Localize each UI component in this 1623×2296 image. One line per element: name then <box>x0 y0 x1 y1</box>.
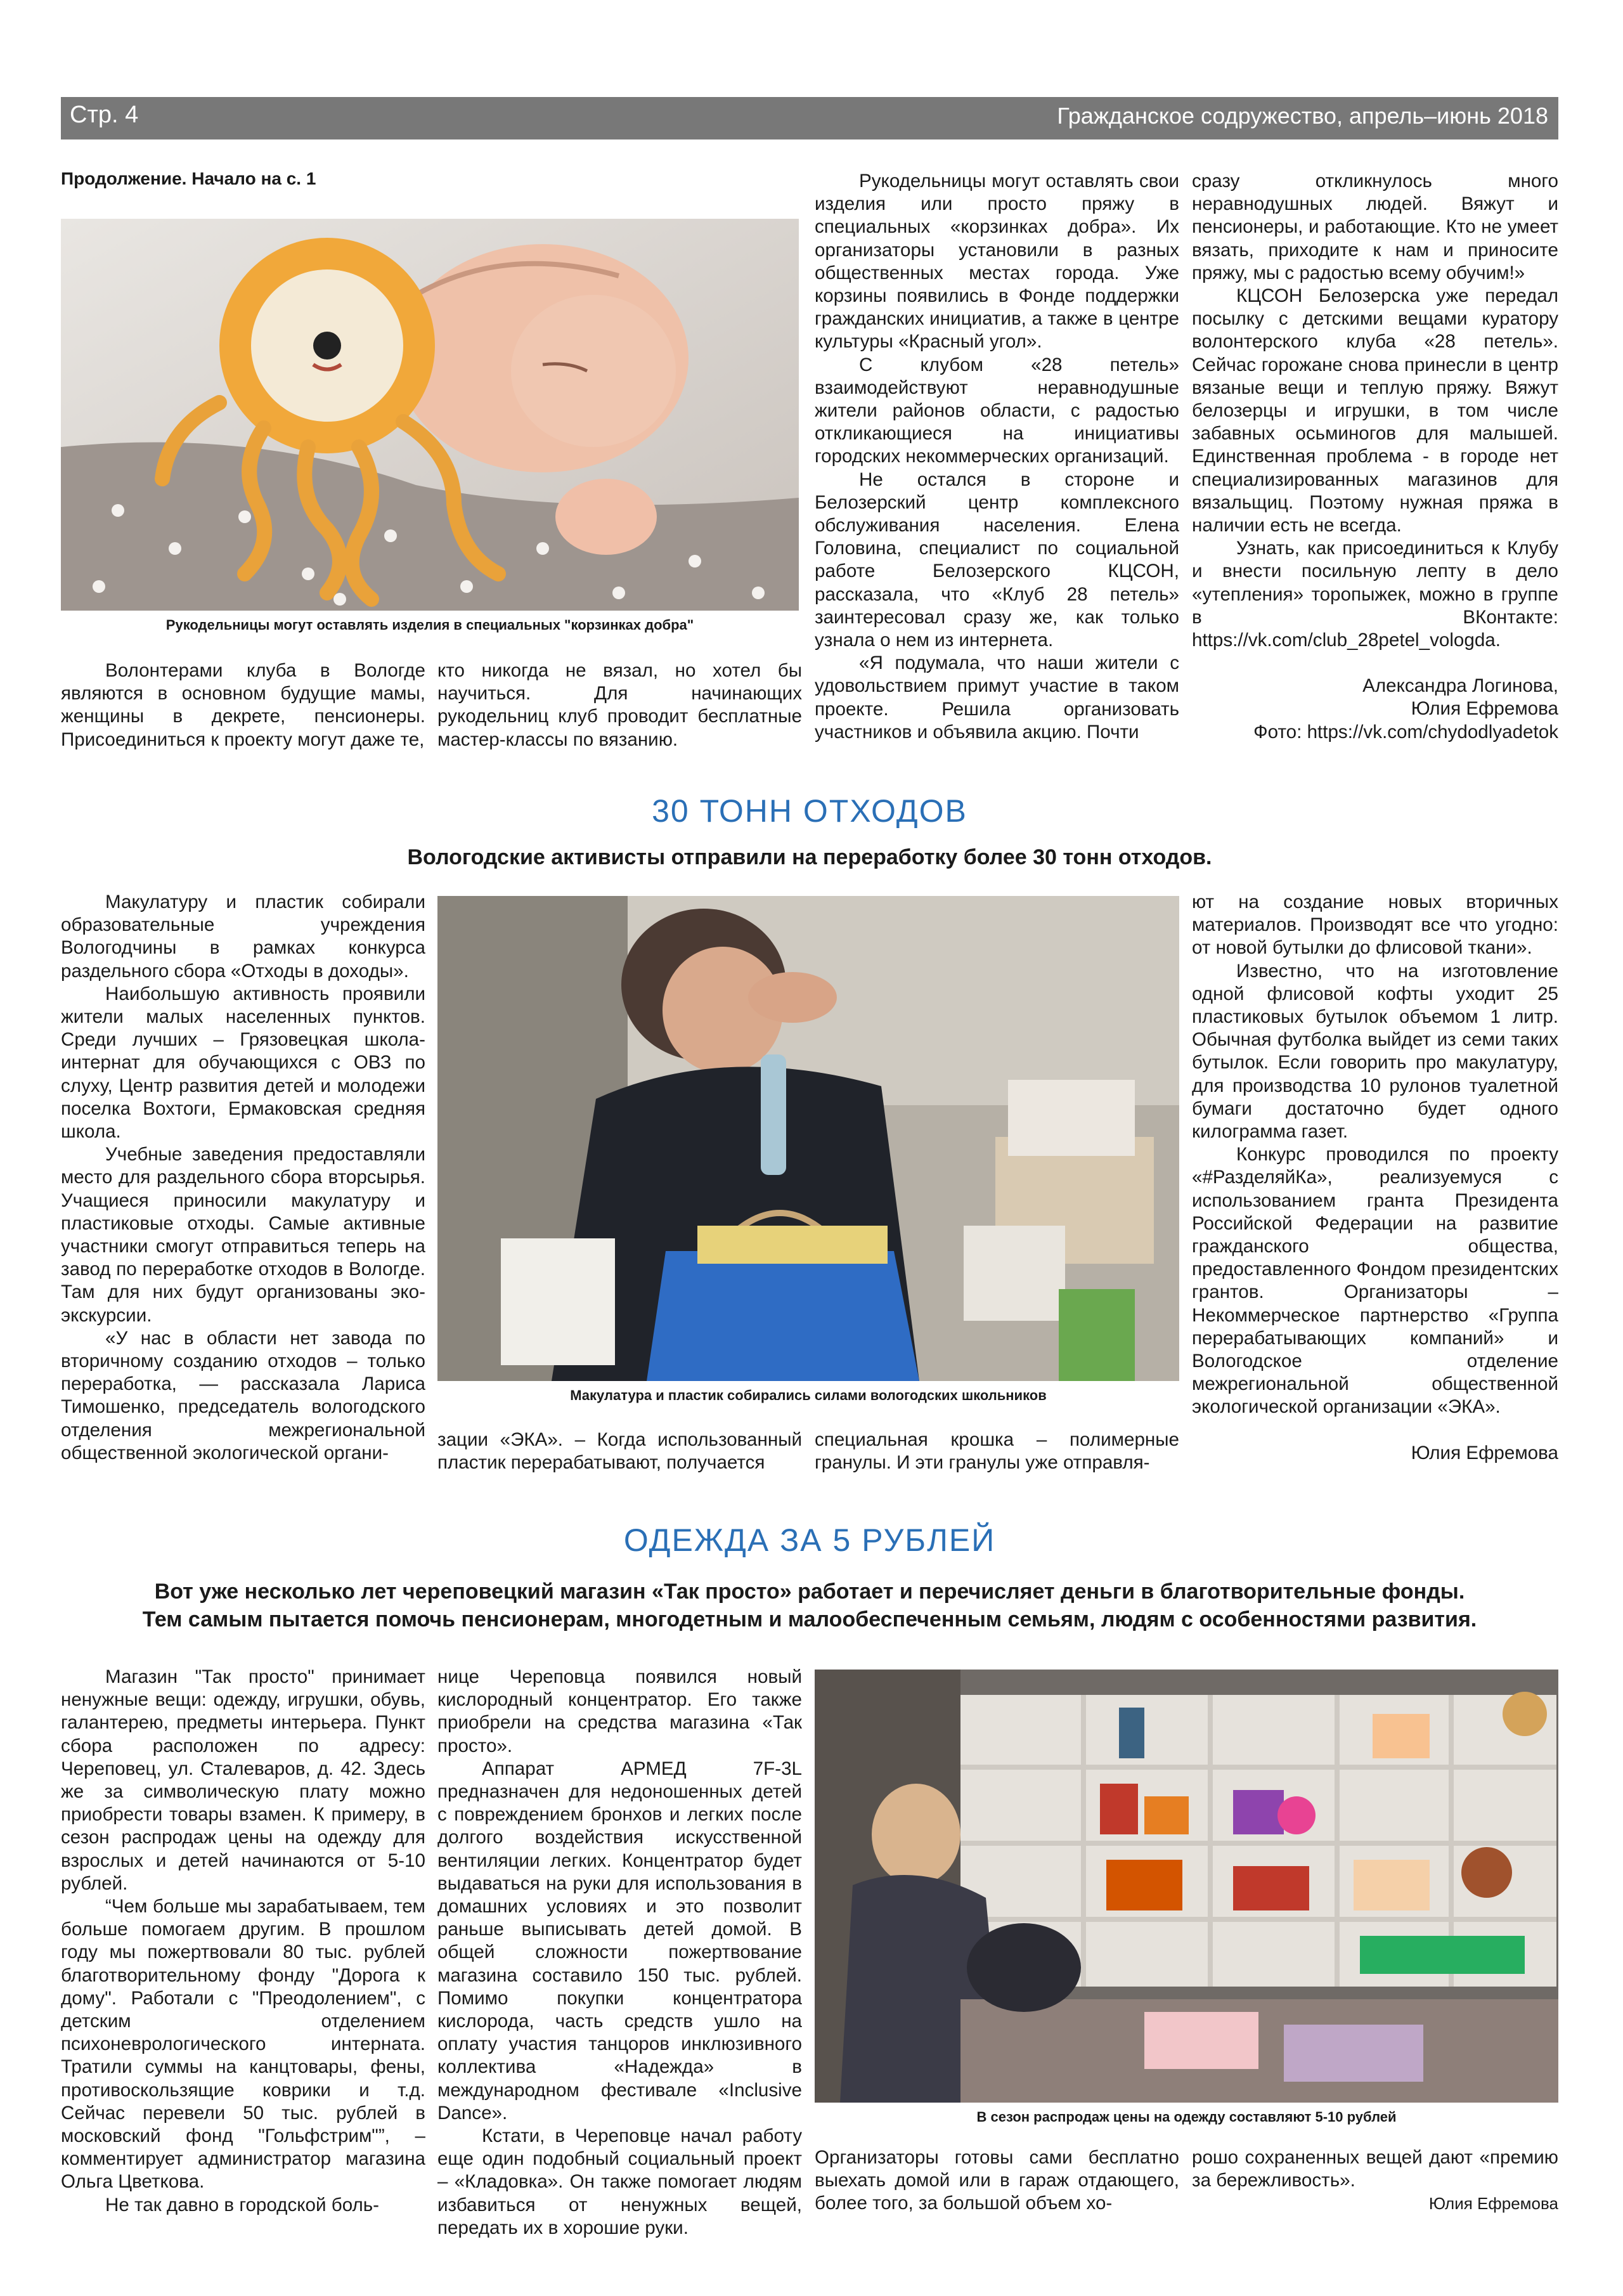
continuation-note: Продолжение. Начало на с. 1 <box>61 169 316 188</box>
paragraph: кто никогда не вязал, но хотел бы научиться. Для начинающих рукодельниц клуб проводит бесплатные мастер-классы по вязанию. <box>437 660 802 750</box>
page-header-bar <box>61 97 1558 139</box>
article1-column-1 <box>61 659 425 751</box>
paragraph: ют на создание новых вторичных материалов. Производят все что угодно: от новой бутылки до флисовой ткани». <box>1192 892 1558 959</box>
paragraph: Известно, что на изготовление одной флисовой кофты уходит 25 пластиковых бутылок объемом 1 литр. Обычная футболка выйдет из семи таких бутылок. Если говорить про макулатуру, для производства 10 рулонов туалетной бумаги достаточно будет одного килограмма газет. <box>1192 960 1558 1143</box>
paragraph: сразу откликнулось много неравнодушных людей. Вяжут и пенсионеры, и работающие. Кто не умеет вязать, приходите к нам и приносите пряжу, мы с радостью всему обучим!» <box>1192 171 1558 283</box>
paragraph: Макулатуру и пластик собирали образовательные учреждения Вологодчины в рамках конкурса раздельного сбора «Отходы в доходы». <box>61 892 425 982</box>
author-signature: Юлия Ефремова <box>1428 2194 1558 2214</box>
paragraph: КЦСОН Белозерска уже передал посылку с детскими вещами куратору волонтерского клуба «28 петель». Сейчас горожане снова принесли в центр вязаные вещи и теплую пряжу. Вяжут белозерцы и игрушки, в том числе забавных осьминогов для малышей. Единственная проблема - в городе нет специализированных магазинов для вязальщиц. Поэтому нужная пряжа в наличии есть не всегда. <box>1192 285 1558 536</box>
paragraph: Не так давно в городской боль- <box>105 2194 380 2215</box>
paragraph: Магазин "Так просто" принимает ненужные вещи: одежду, игрушки, обувь, галантерею, предметы интерьера. Пункт сбора расположен по адресу: Череповец, ул. Сталеваров, д. 42. Здесь же за символическую плату можно приобрести товары взамен. К примеру, в сезон распродаж цены на одежду для взрослых и детей начинаются от 5-10 рублей. <box>61 1666 425 1894</box>
paragraph: «У нас в области нет завода по вторичному созданию отходов – только переработка, — рассказала Лариса Тимошенко, председатель вологодского отделения межрегиональной общественной экологической органи- <box>61 1327 425 1463</box>
article3-column-3 <box>815 2146 1179 2215</box>
article2-column-3 <box>815 1429 1179 1474</box>
article1-column-3 <box>815 170 1179 744</box>
paragraph: Не остался в стороне и Белозерский центр комплексного обслуживания населения. Елена Головина, специалист по социальной работе Белозерского КЦСОН, рассказала, что «Клуб 28 петель» заинтересовал сразу же, как только узнала о нем из интернета. <box>815 469 1179 651</box>
photo-credit: Фото: https://vk.com/chydodlyadetok <box>1253 721 1558 743</box>
photo-caption-2: Макулатура и пластик собирались силами вологодских школьников <box>570 1387 1047 1403</box>
masthead-title: Гражданское содружество, апрель–июнь 2018 <box>1057 103 1548 129</box>
article3-column-2 <box>437 1666 802 2240</box>
shop-interior-image <box>815 1670 1558 2103</box>
paragraph: Учебные заведения предоставляли место для раздельного сбора вторсырья. Учащиеся приносили макулатуру и пластиковые отходы. Самые активные участники смогут отправиться теперь на завод по переработке отходов в Вологде. Там для них будут организованы эко-экскурсии. <box>61 1144 425 1326</box>
paragraph: Аппарат АРМЕД 7F-3L предназначен для недоношенных детей с повреждением бронхов и легких после долгого воздействия искусственной вентиляции легких. Концентратор будет выдаваться на руки для использования в домашних условиях и это позволит раньше выписывать детей домой. В общей сложности пожертвование магазина составило 150 тыс. рублей. Помимо покупки концентратора кислорода, часть средств ушло на оплату участия танцоров инклюзивного коллектива «Надежда» в международном фестивале «Inclusive Dance». <box>437 1758 802 2124</box>
photo-caption-3: В сезон распродаж цены на одежду составляют 5-10 рублей <box>976 2109 1397 2125</box>
article3-column-4 <box>1192 2146 1558 2215</box>
paragraph: Узнать, как присоединиться к Клубу и внести посильную лепту в дело «утепления» торопыжек, можно в группе в ВКонтакте: https://vk.com/club_28petel_vologda. <box>1192 538 1558 651</box>
article2-column-1 <box>61 891 425 1465</box>
article2-column-4 <box>1192 891 1558 1465</box>
paragraph: специальная крошка – полимерные гранулы. И эти гранулы уже отправля- <box>815 1429 1179 1474</box>
paragraph: Волонтерами клуба в Вологде являются в основном будущие мамы, женщины в декрете, пенсионеры. Присоединиться к проекту могут даже те, <box>61 660 425 750</box>
article2-lede: Вологодские активисты отправили на переработку более 30 тонн отходов. <box>407 845 1212 869</box>
paragraph: Кстати, в Череповце начал работу еще один подобный социальный проект – «Кладовка». Он также помогает людям избавиться от ненужных вещей, передать их в хорошие руки. <box>437 2125 802 2238</box>
article3-headline: ОДЕЖДА ЗА 5 РУБЛЕЙ <box>623 1522 996 1558</box>
paragraph: рошо сохраненных вещей дают «премию за бережливость». <box>1192 2147 1558 2191</box>
page-number: Стр. 4 <box>70 101 139 128</box>
article1-column-4 <box>1192 170 1558 744</box>
article2-headline: 30 ТОНН ОТХОДОВ <box>652 793 967 829</box>
article3-lede-line-2: Тем самым пытается помочь пенсионерам, многодетным и малообеспеченным семьям, людям с особенностями развития. <box>142 1607 1477 1631</box>
paragraph: нице Череповца появился новый кислородный концентратор. Его также приобрели на средства магазина «Так просто». <box>437 1666 802 1756</box>
author-signature: Юлия Ефремова <box>1411 1442 1558 1463</box>
paragraph: «Я подумала, что наши жители с удовольствием примут участие в таком проекте. Решила организовать участников и объявила акцию. Почти <box>815 652 1179 743</box>
paragraph: С клубом «28 петель» взаимодействуют неравнодушные жители районов области, с радостью откликающиеся на инициативы городских некоммерческих организаций. <box>815 354 1179 467</box>
shop-photo <box>815 1670 1558 2103</box>
baby-photo <box>61 219 799 611</box>
paragraph: Наибольшую активность проявили жители малых населенных пунктов. Среди лучших – Грязовецкая школа-интернат для обучающихся с ОВЗ по слуху, Центр развития детей и молодежи поселка Вохтоги, Ермаковская средняя школа. <box>61 983 425 1143</box>
article3-column-1 <box>61 1666 425 2217</box>
article1-column-2 <box>437 659 802 751</box>
article2-column-2 <box>437 1429 802 1474</box>
paragraph: зации «ЭКА». – Когда использованный пластик перерабатывают, получается <box>437 1429 802 1474</box>
recycling-photo <box>437 896 1179 1381</box>
photo-caption-1: Рукодельницы могут оставлять изделия в специальных "корзинках добра" <box>165 617 694 633</box>
recycling-image <box>437 896 1179 1381</box>
baby-octopus-image <box>61 219 799 611</box>
paragraph: “Чем больше мы зарабатываем, тем больше помогаем другим. В прошлом году мы пожертвовали 80 тыс. рублей благотворительному фонду "Дорога к дому". Работали с "Преодолением", с детским отделением психоневрологического интерната. Тратили суммы на канцтовары, фены, противоскользящие коврики и т.д. Сейчас перевели 50 тыс. рублей в московский фонд "Гольфстрим"”, – комментирует администратор магазина Ольга Цветкова. <box>61 1896 425 2193</box>
paragraph: Организаторы готовы сами бесплатно выехать домой или в гараж отдающего, более того, за большой объем хо- <box>815 2147 1179 2214</box>
paragraph: Рукодельницы могут оставлять свои изделия или просто пряжу в специальных «корзинках добра». Их организаторы установили в разных общественных местах города. Уже корзины появились в Фонде поддержки гражданских инициатив, а также в центре культуры «Красный угол». <box>815 171 1179 353</box>
paragraph: Конкурс проводился по проекту «#РазделяйКа», реализуемуся с использованием гранта Президента Российской Федерации на развитие гражданского общества, предоставленного Фондом президентских грантов. Организаторы – Некоммерческое партнерство «Группа перерабатывающих компаний» и Вологодское отделение межрегиональной общественной экологической организации «ЭКА». <box>1192 1144 1558 1418</box>
author-signature: Александра Логинова, <box>1362 675 1558 697</box>
author-signature: Юлия Ефремова <box>1411 698 1558 720</box>
article3-lede-line-1: Вот уже несколько лет череповецкий магазин «Так просто» работает и перечисляет деньги в благотворительные фонды. <box>154 1579 1465 1604</box>
